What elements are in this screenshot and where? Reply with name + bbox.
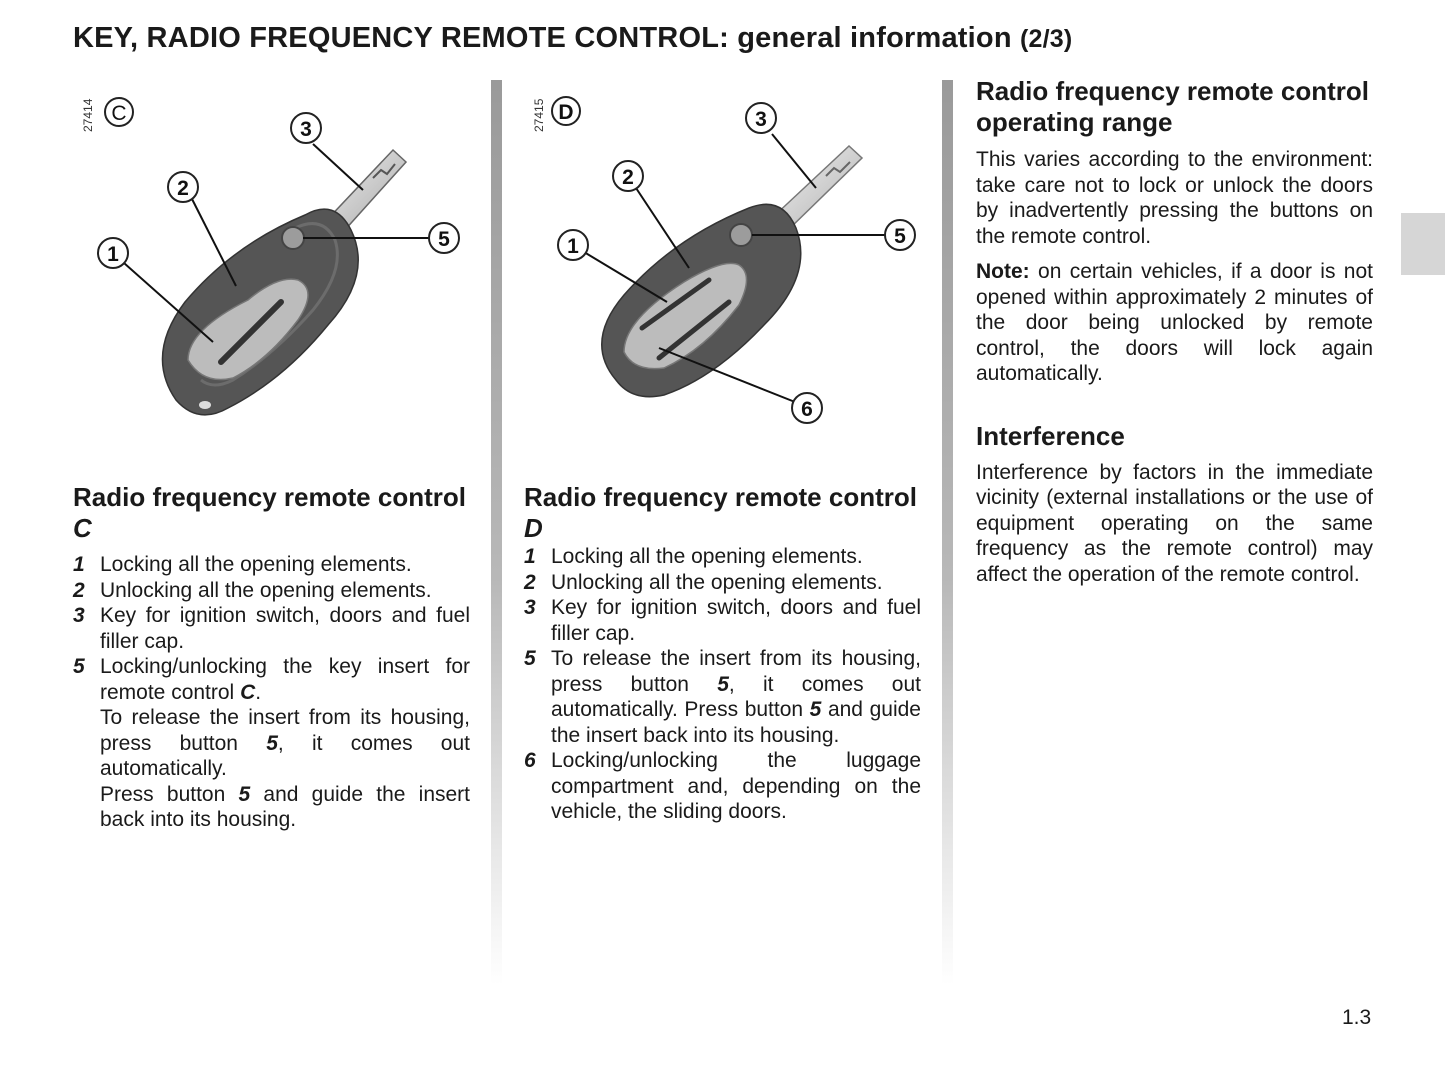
callout-3 [746, 103, 776, 133]
column-divider-right [942, 80, 953, 985]
section-heading: Radio frequency remote control D [524, 482, 917, 543]
svg-text:C: C [111, 102, 127, 125]
list-item: 5 To release the insert from its housing, press button 5, it comes out automatically. Press button 5 and guide the insert back into its housing. [524, 647, 922, 747]
callout-5 [885, 220, 915, 250]
callout-5 [429, 223, 459, 253]
callout-3 [291, 113, 321, 143]
callout-6 [792, 393, 822, 423]
svg-text:3: 3 [755, 108, 767, 131]
svg-text:5: 5 [438, 228, 450, 251]
page-number: 1.3 [1342, 1006, 1372, 1029]
figure-remote-c [73, 80, 473, 430]
column-info [976, 76, 1373, 587]
list-item: 3 Key for ignition switch, doors and fuel filler cap. [524, 596, 921, 645]
callout-1 [98, 238, 128, 268]
figure-letter-badge [552, 97, 580, 125]
list-item: 5 Locking/unlocking the key insert for remote control C. To release the insert from its housing, press button 5, it comes out automatically. Press button 5 and guide the insert back into its housing. [73, 655, 471, 831]
operating-range-body: This varies according to the environment: take care not to lock or unlock the doors by inadvertently pressing the buttons on the remote control. [976, 148, 1373, 248]
callout-1 [558, 230, 588, 260]
column-remote-d [524, 80, 921, 825]
svg-text:3: 3 [300, 118, 312, 141]
item-list [73, 552, 470, 833]
list-item: 2 Unlocking all the opening elements. [73, 578, 432, 602]
svg-text:D: D [558, 101, 574, 124]
figure-ref: 27414 [81, 98, 95, 132]
list-item: 2 Unlocking all the opening elements. [524, 570, 883, 594]
heading-interference: Interference [976, 420, 1125, 451]
section-tab [1401, 213, 1445, 275]
key-fob-body [602, 204, 801, 396]
callout-2 [613, 161, 643, 191]
interference-body: Interference by factors in the immediate vicinity (external installations or the use of equipment operating on the same frequency as the remote control) may affect the operation of the remote control. [976, 460, 1373, 586]
page-title: KEY, RADIO FREQUENCY REMOTE CONTROL: general information (2/3) [73, 22, 1073, 54]
callout-2 [168, 172, 198, 202]
section-remote-c [73, 482, 470, 833]
svg-text:2: 2 [177, 177, 189, 200]
svg-text:1: 1 [567, 235, 579, 258]
figure-remote-d [524, 80, 924, 430]
list-item: 1 Locking all the opening elements. [73, 553, 412, 576]
column-remote-c [73, 80, 470, 833]
list-item: 1 Locking all the opening elements. [524, 545, 863, 568]
page-part: (2/3) [1020, 25, 1073, 53]
key-fob-body [162, 209, 358, 415]
operating-range-note: Note: on certain vehicles, if a door is not opened within approximately 2 minutes of the door being unlocked by remote control, the doors will lock again automatically. [976, 260, 1373, 385]
remote-c-illustration [73, 80, 473, 430]
list-item: 6 Locking/unlocking the luggage compartment and, depending on the vehicle, the sliding doors. [524, 749, 921, 823]
figure-letter-badge [105, 98, 133, 126]
heading-operating-range: Radio frequency remote control operating range [976, 76, 1369, 137]
section-heading: Radio frequency remote control C [73, 482, 466, 543]
figure-ref: 27415 [532, 98, 546, 132]
list-item: 3 Key for ignition switch, doors and fuel filler cap. [73, 604, 470, 653]
svg-text:1: 1 [107, 243, 119, 266]
svg-text:5: 5 [894, 225, 906, 248]
item-list [524, 544, 921, 825]
remote-d-illustration [524, 80, 924, 430]
svg-text:2: 2 [622, 166, 634, 189]
svg-text:6: 6 [801, 398, 813, 421]
column-divider-left [491, 80, 502, 985]
section-remote-d [524, 482, 921, 825]
